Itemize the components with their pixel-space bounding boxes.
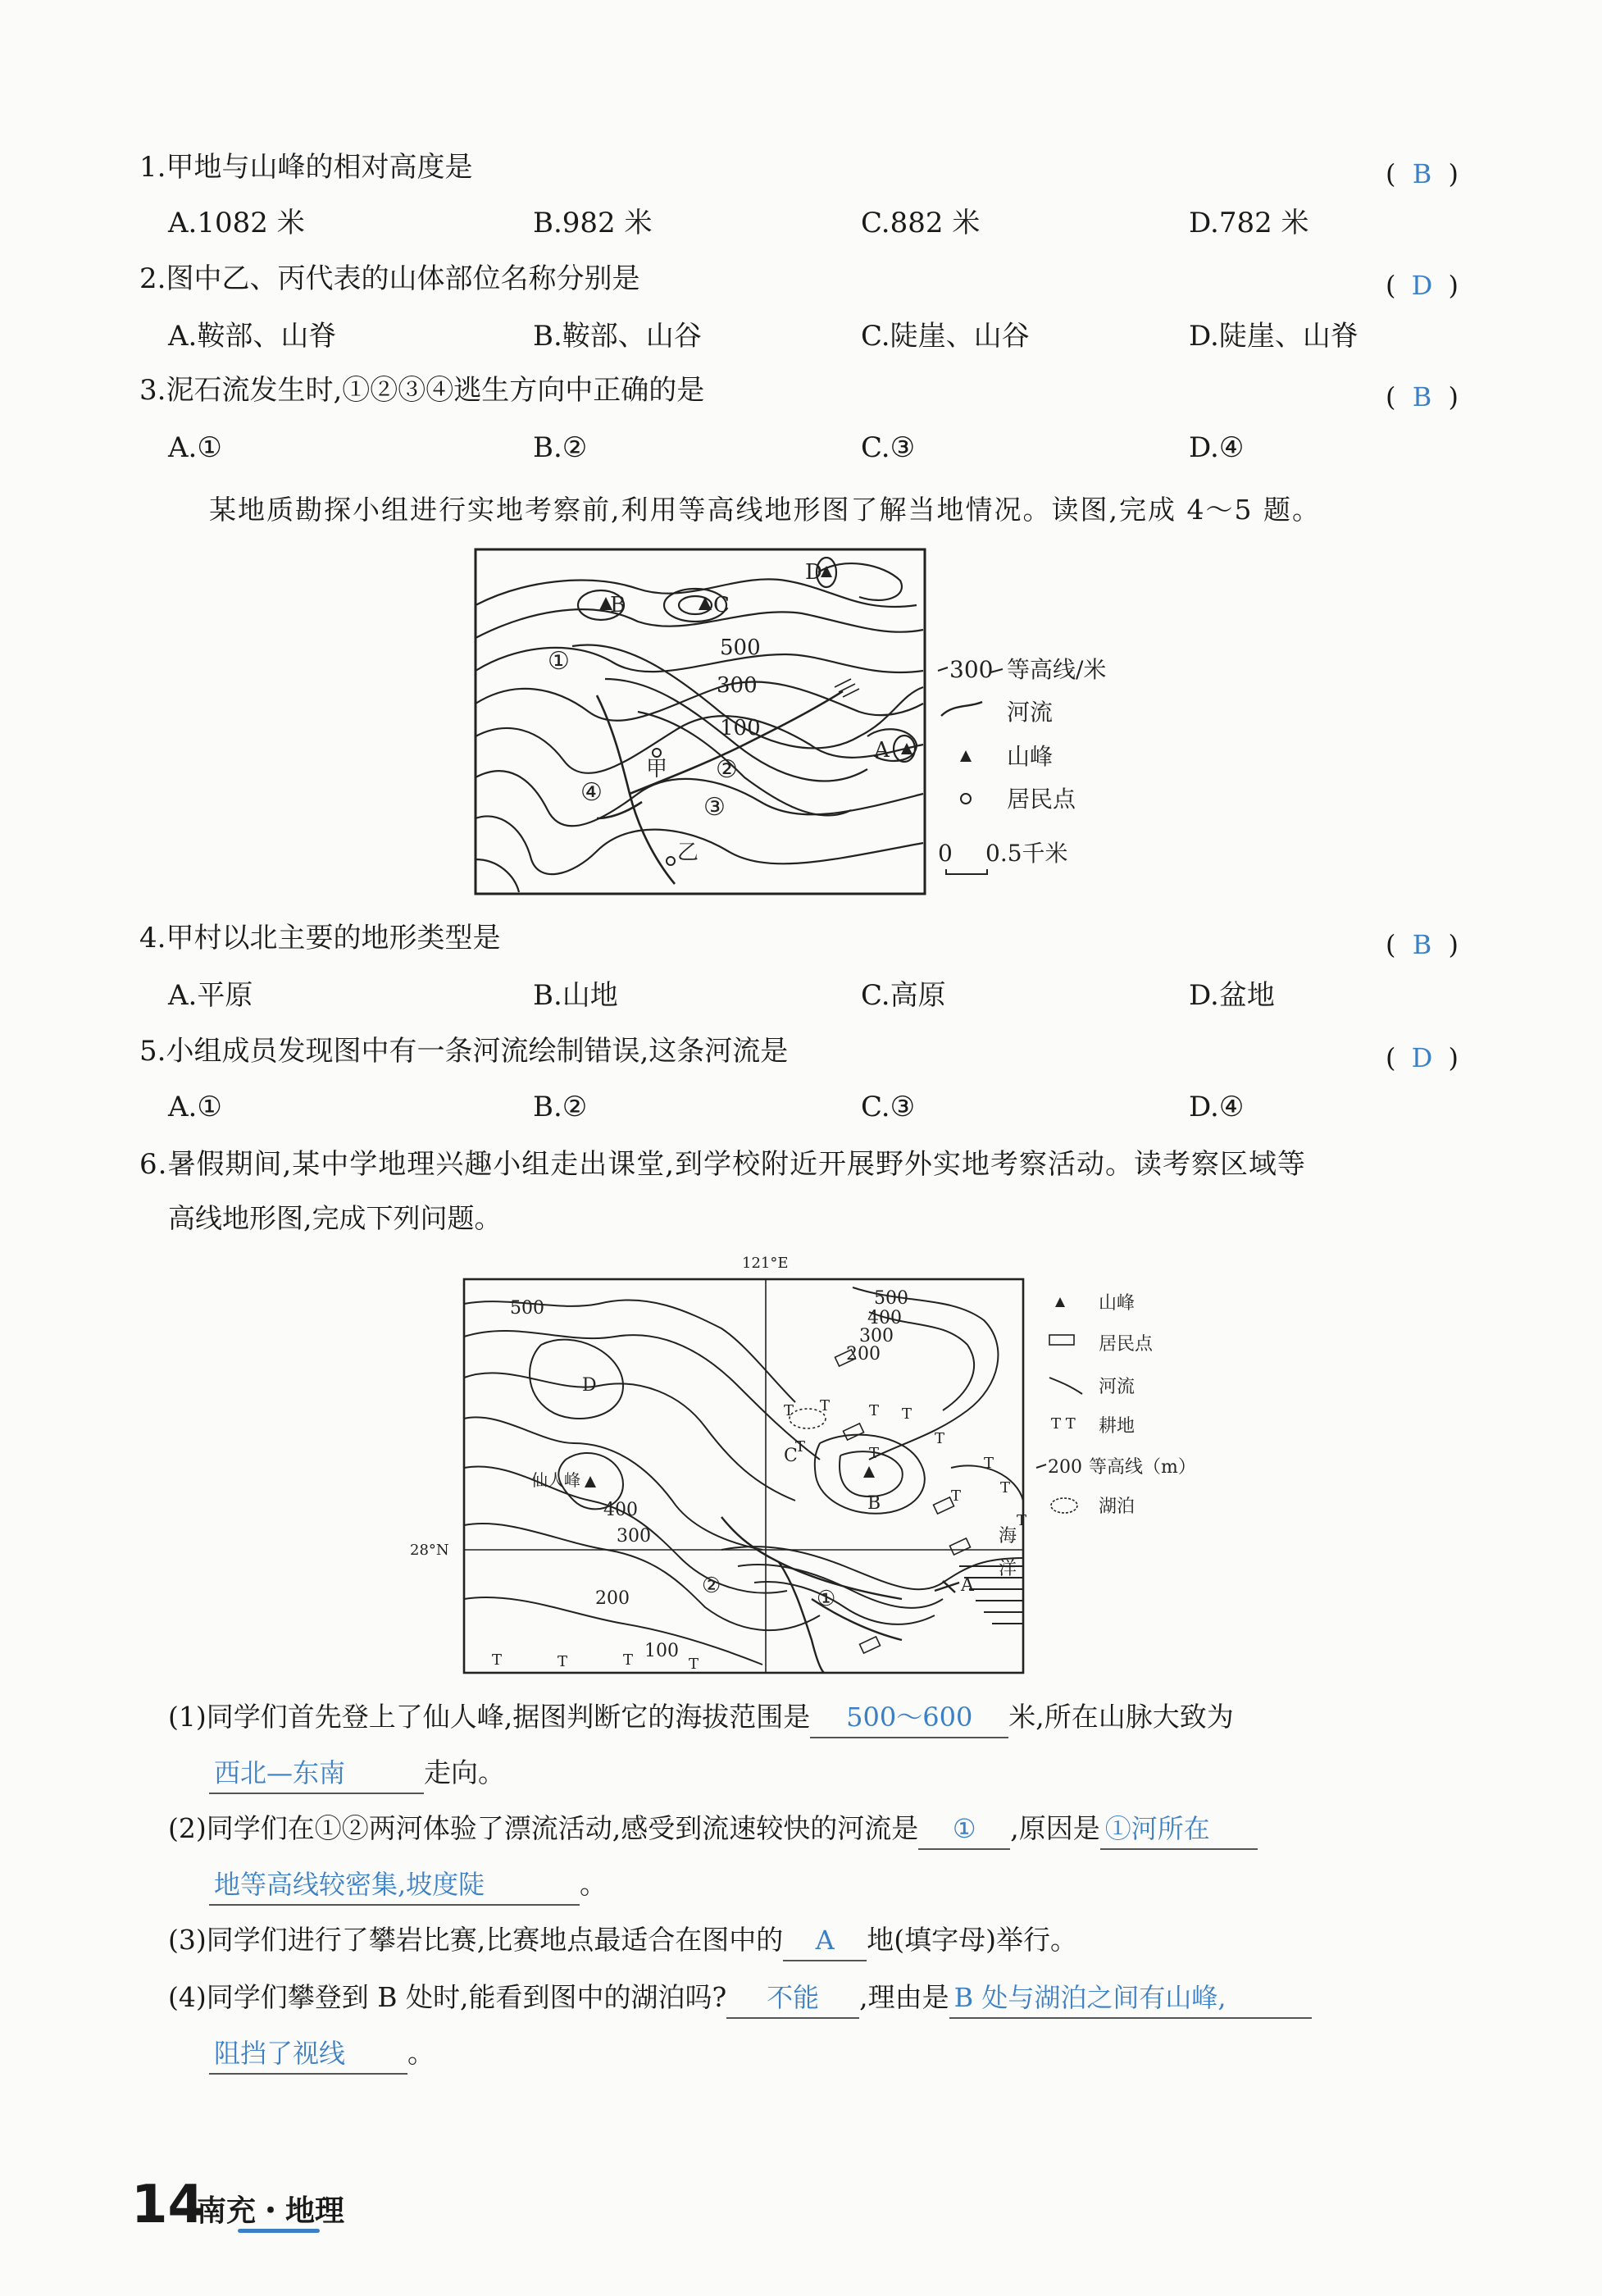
map2-circled-2: ② [702, 1574, 721, 1598]
q5-option-c: C.③ [861, 1091, 916, 1123]
svg-text:T: T [902, 1405, 913, 1423]
map2-legend-settlement: 居民点 [1099, 1334, 1154, 1355]
map2-contour-400-west: 400 [603, 1500, 638, 1520]
map1-label-d: D [805, 560, 822, 585]
map1-legend-settlement-icon [961, 794, 971, 804]
q4-option-a: A.平原 [168, 979, 253, 1012]
answer-4-value: B [1412, 929, 1432, 960]
answer-1: ( B ) [1386, 154, 1459, 194]
q3-option-c: C.③ [861, 431, 916, 464]
q6-sub-2-text-b: ,原因是 [1010, 1812, 1100, 1844]
map1-legend-settlement: 居民点 [1007, 786, 1076, 813]
q6-sub-2-text-a: (2)同学们在①②两河体验了漂流活动,感受到流速较快的河流是 [168, 1812, 919, 1844]
map2-legend-lake-icon [1051, 1498, 1077, 1513]
map2-legend-contour-icon [1036, 1465, 1046, 1468]
map2-label-xianrenfeng: 仙人峰 [531, 1470, 580, 1490]
q1-option-d: D.782 米 [1189, 207, 1309, 239]
intro-4-5: 某地质勘探小组进行实地考察前,利用等高线地形图了解当地情况。读图,完成 4～5 题。 [209, 494, 1321, 526]
q6-sub-4-line-2 [209, 2034, 435, 2075]
map1-legend-contour-label: 等高线/米 [1007, 656, 1107, 683]
svg-text:T: T [623, 1651, 634, 1669]
q4-option-d: D.盆地 [1189, 979, 1275, 1012]
q6-sub-4-blank-2a[interactable]: B 处与湖泊之间有山峰, [949, 1978, 1312, 2019]
map2-contour-400-east: 400 [867, 1308, 902, 1328]
map2-contour-100: 100 [644, 1641, 679, 1661]
question-3: 3.泥石流发生时,①②③④逃生方向中正确的是 [139, 374, 705, 407]
q6-sub-1-text-b: 米,所在山脉大致为 [1008, 1701, 1234, 1733]
map2-label-d: D [582, 1375, 597, 1396]
q6-sub-2-blank-2b[interactable]: 地等高线较密集,坡度陡 [209, 1865, 580, 1906]
map2-circled-1: ① [817, 1587, 836, 1611]
map2-contour-200-east: 200 [846, 1344, 881, 1364]
svg-text:T: T [1017, 1512, 1027, 1529]
answer-2: ( D ) [1386, 266, 1459, 305]
map1-label-c: C [713, 593, 730, 617]
map1-scale-distance: 0.5千米 [985, 840, 1068, 867]
answer-1-value: B [1412, 158, 1432, 189]
map2-legend-peak-icon [1055, 1297, 1065, 1307]
map2-legend-lake: 湖泊 [1099, 1496, 1136, 1517]
q6-sub-4-line-1 [168, 1978, 1312, 2019]
answer-5-value: D [1411, 1042, 1433, 1073]
map1-circled-3: ③ [703, 793, 726, 822]
contour-map-1 [474, 548, 1187, 900]
contour-map-2 [410, 1255, 1279, 1681]
svg-text:T: T [935, 1430, 945, 1447]
q4-option-b: B.山地 [533, 979, 618, 1012]
q6-sub-4-blank-1[interactable]: 不能 [726, 1978, 859, 2019]
map1-legend-peak-icon [960, 750, 972, 762]
q5-option-d: D.④ [1189, 1091, 1245, 1123]
map2-longitude: 121°E [742, 1255, 789, 1272]
map2-legend-contour-value: 200 [1048, 1457, 1082, 1478]
map2-contour-500-east: 500 [874, 1288, 908, 1309]
svg-text:T: T [951, 1487, 962, 1505]
q6-sub-3-line-1 [168, 1920, 1077, 1961]
map1-circled-1: ① [548, 647, 570, 676]
map2-legend-river-icon [1049, 1378, 1082, 1394]
map2-legend-contour-label: 等高线（m） [1089, 1457, 1196, 1478]
map2-legend-river: 河流 [1099, 1377, 1136, 1397]
map1-circled-2: ② [716, 755, 738, 784]
svg-text:T: T [869, 1402, 880, 1419]
q5-option-a: A.① [168, 1091, 222, 1123]
map2-label-c: C [784, 1446, 798, 1466]
q6-sub-2-line-1 [168, 1809, 1258, 1850]
map2-label-b: B [867, 1493, 881, 1514]
map2-legend-farmland-icon: T T [1051, 1415, 1076, 1433]
page-number: 14 [131, 2175, 205, 2235]
q6-sub-4-text-c: 。 [407, 2037, 435, 2069]
q6-sub-4-text-b: ,理由是 [859, 1981, 949, 2013]
q5-option-b: B.② [533, 1091, 588, 1123]
footer-title: 南充・地理 [197, 2194, 345, 2228]
map2-latitude: 28°N [410, 1542, 449, 1559]
q2-option-d: D.陡崖、山脊 [1189, 320, 1359, 353]
map2-sea-char-2: 洋 [999, 1559, 1017, 1579]
q6-sub-1-line-1 [168, 1697, 1234, 1738]
q6-sub-4-blank-2b[interactable]: 阻挡了视线 [209, 2034, 407, 2075]
q6-sub-1-blank-2[interactable]: 西北—东南 [209, 1753, 424, 1794]
q1-option-a: A.1082 米 [168, 207, 305, 239]
question-1: 1.甲地与山峰的相对高度是 [139, 151, 473, 184]
map1-legend-peak: 山峰 [1007, 743, 1054, 770]
svg-text:T: T [820, 1397, 831, 1414]
footer-accent-line [238, 2229, 320, 2233]
map1-scale-bar [946, 869, 987, 874]
map2-contour-300-west: 300 [617, 1526, 651, 1547]
map1-label-b: B [610, 593, 626, 617]
q4-option-c: C.高原 [861, 979, 946, 1012]
map1-label-jia: 甲 [646, 757, 668, 781]
svg-text:T: T [1000, 1479, 1011, 1496]
svg-text:T: T [558, 1653, 568, 1670]
answer-4: ( B ) [1386, 925, 1459, 964]
map2-label-a: A [961, 1575, 974, 1596]
svg-text:T: T [869, 1445, 880, 1462]
svg-text:T: T [492, 1651, 503, 1669]
answer-3: ( B ) [1386, 377, 1459, 417]
map2-legend-settlement-icon [1049, 1335, 1074, 1345]
question-4: 4.甲村以北主要的地形类型是 [139, 922, 501, 954]
q2-option-c: C.陡崖、山谷 [861, 320, 1030, 353]
map1-label-yi: 乙 [677, 840, 699, 865]
map1-contour-100: 100 [720, 716, 761, 740]
map1-label-a: A [874, 738, 890, 763]
map2-legend-farmland: 耕地 [1099, 1416, 1136, 1437]
q6-sub-1-blank-1[interactable]: 500～600 [810, 1697, 1008, 1738]
map1-scale-zero: 0 [938, 840, 953, 867]
map2-sea-char-1: 海 [999, 1526, 1017, 1547]
map1-legend-river: 河流 [1007, 699, 1054, 726]
map1-contour-300: 300 [717, 673, 758, 698]
question-5: 5.小组成员发现图中有一条河流绘制错误,这条河流是 [139, 1035, 789, 1068]
map2-contour-500-west: 500 [510, 1298, 544, 1319]
q2-option-a: A.鞍部、山脊 [168, 320, 337, 353]
question-6-line-2: 高线地形图,完成下列问题。 [168, 1202, 502, 1234]
map1-legend-river-icon [941, 702, 982, 716]
map1-legend-contour-value: 300 [949, 656, 994, 683]
svg-text:T: T [984, 1455, 994, 1472]
q6-sub-2-text-c: 。 [580, 1868, 607, 1900]
q1-option-c: C.882 米 [861, 207, 981, 239]
q3-option-b: B.② [533, 431, 588, 464]
svg-text:T: T [689, 1656, 699, 1673]
q6-sub-2-line-2 [209, 1865, 607, 1906]
q6-sub-3-blank-1[interactable]: A [783, 1920, 867, 1961]
answer-3-value: B [1412, 381, 1432, 412]
svg-text:T: T [795, 1438, 806, 1456]
map2-legend-peak: 山峰 [1099, 1293, 1136, 1314]
q2-option-b: B.鞍部、山谷 [533, 320, 702, 353]
question-2: 2.图中乙、丙代表的山体部位名称分别是 [139, 262, 640, 295]
q6-sub-1-text-c: 走向。 [424, 1756, 505, 1788]
map2-contour-200-west: 200 [595, 1588, 630, 1609]
q6-sub-4-text-a: (4)同学们攀登到 B 处时,能看到图中的湖泊吗? [168, 1981, 727, 2013]
q6-sub-1-text-a: (1)同学们首先登上了仙人峰,据图判断它的海拔范围是 [168, 1701, 811, 1733]
q1-option-b: B.982 米 [533, 207, 653, 239]
svg-text:T: T [784, 1402, 794, 1419]
q3-option-d: D.④ [1189, 431, 1245, 464]
q6-sub-1-line-2 [209, 1753, 505, 1794]
q6-sub-3-text-b: 地(填字母)举行。 [867, 1924, 1077, 1956]
q6-sub-2-blank-2a[interactable]: ①河所在 [1100, 1809, 1258, 1850]
map2-contour-300-east: 300 [859, 1326, 894, 1346]
question-6-line-1: 6.暑假期间,某中学地理兴趣小组走出课堂,到学校附近开展野外实地考察活动。读考察区域等 [139, 1148, 1307, 1181]
q6-sub-3-text-a: (3)同学们进行了攀岩比赛,比赛地点最适合在图中的 [168, 1924, 784, 1956]
q6-sub-2-blank-1[interactable]: ① [918, 1809, 1010, 1850]
q3-option-a: A.① [168, 431, 222, 464]
map1-contour-500: 500 [720, 636, 761, 660]
answer-2-value: D [1411, 270, 1433, 301]
map1-circled-4: ④ [580, 778, 603, 807]
answer-5: ( D ) [1386, 1038, 1459, 1077]
